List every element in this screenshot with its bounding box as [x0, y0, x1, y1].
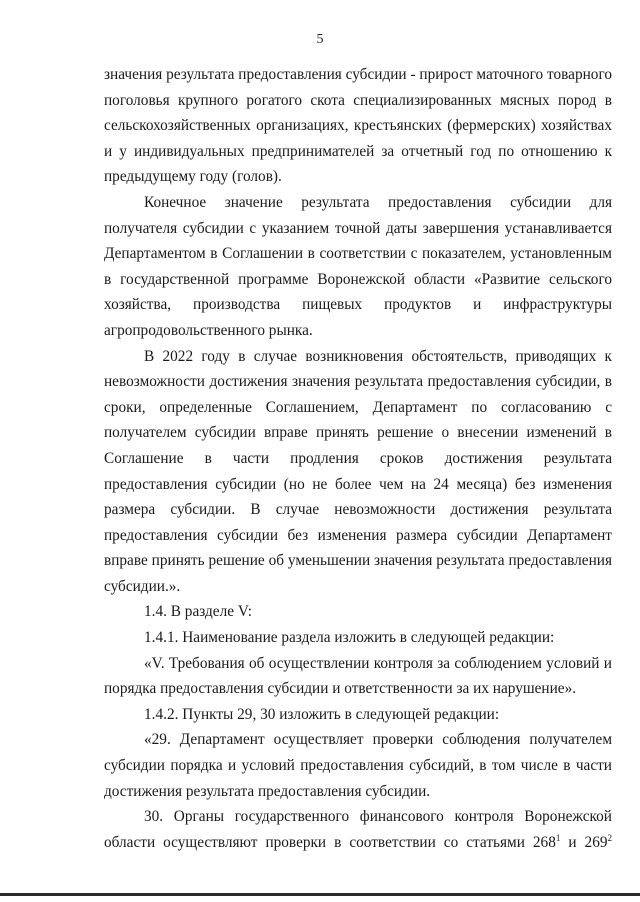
footnote-mark-1: 1 [555, 832, 561, 843]
document-body [104, 62, 612, 855]
paragraph-clause-29: «29. Департамент осуществляет проверки соблюдения получателем субсидии порядка и условий предоставления субсидий, в том числе в части достижения результата предоставления субсидии. [104, 731, 612, 800]
paragraph-1-4-2: 1.4.2. Пункты 29, 30 изложить в следующей редакции: [144, 705, 500, 723]
page-number: 5 [316, 32, 324, 47]
footnote-mark-2: 2 [607, 832, 612, 843]
paragraph-continuation: значения результата предоставления субсидии - прирост маточного товарного поголовья крупного рогатого скота специализированных мясных пород в сельскохозяйственных организациях, крестьянских (фермерских) хозяйствах и у индивидуальных предпринимателей за отчетный год по отношению к предыдущему году (голов). [104, 66, 612, 186]
bottom-rule [0, 893, 640, 896]
paragraph-1-4-1: 1.4.1. Наименование раздела изложить в следующей редакции: [144, 629, 555, 647]
paragraph-1-4: 1.4. В разделе V: [144, 603, 252, 621]
paragraph-section-v-title: «V. Требования об осуществлении контроля за соблюдением условий и порядка предоставления субсидии и ответственности за их нарушение». [104, 654, 612, 698]
clause-30-text: 30. Органы государственного финансового контроля Воронежской области осуществляют проверки в соответствии со статьями 268 [104, 808, 612, 851]
paragraph-final-value: Конечное значение результата предоставления субсидии для получателя субсидии с указанием точной даты завершения устанавливается Департаментом в Соглашении в соответствии с показателем, установленным в государственной программе Воронежской области «Развитие сельского хозяйства, производства пищевых продуктов и инфраструктуры агропродовольственного рынка. [104, 193, 612, 339]
paragraph-2022-changes: В 2022 году в случае возникновения обстоятельств, приводящих к невозможности достижения значения результата предоставления субсидии, в сроки, определенные Соглашением, Департамент по согласованию с получателем субсидии вправе принять решение о внесении изменений в Соглашение в части продления сроков достижения результата предоставления субсидии (но не более чем на 24 месяца) без изменения размера субсидии. В случае невозможности достижения результата предоставления субсидии без изменения размера субсидии Департамент вправе принять решение об уменьшении значения результата предоставления субсидии.». [104, 347, 612, 595]
clause-30-connector: и 269 [560, 833, 608, 851]
paragraph-clause-30 [104, 804, 612, 855]
